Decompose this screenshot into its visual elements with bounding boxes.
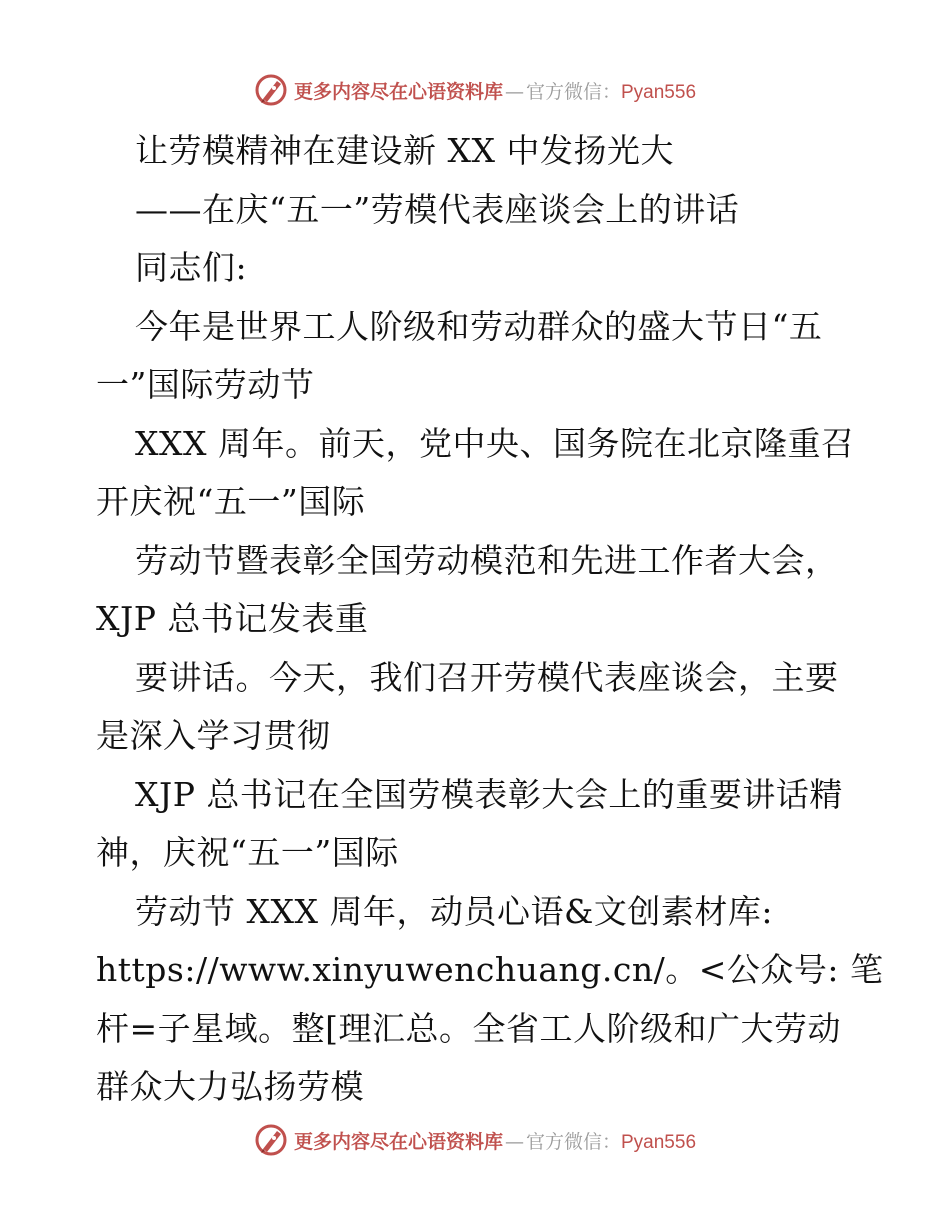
paragraph-line: XJP 总书记在全国劳模表彰大会上的重要讲话精 [135, 774, 843, 814]
banner-brand-text: 更多内容尽在心语资料库 [293, 1130, 503, 1153]
document-body [96, 122, 884, 1117]
paragraph-line: XXX 周年。前天，党中央、国务院在北京隆重召 [135, 423, 855, 463]
pen-logo-icon [254, 73, 288, 107]
paragraph-line: 劳动节 XXX 周年，动员心语&文创素材库: [135, 891, 773, 931]
paragraph-line: 开庆祝“五一”国际 [96, 482, 366, 521]
banner-brand-text: 更多内容尽在心语资料库 [293, 80, 503, 103]
paragraph-line: 杆=子星域。整[理汇总。全省工人阶级和广大劳动 [96, 1008, 842, 1048]
banner-dash: — [504, 80, 524, 103]
paragraph-line: 是深入学习贯彻 [96, 716, 331, 755]
banner-official-label: 官方微信： [525, 1130, 621, 1153]
paragraph-line-url: https://www.xinyuwenchuang.cn/。<公众号: 笔 [96, 950, 884, 989]
pen-logo-icon [254, 1123, 288, 1157]
paragraph-line: 劳动节暨表彰全国劳动模范和先进工作者大会， [135, 540, 839, 580]
paragraph-line: 要讲话。今天，我们召开劳模代表座谈会，主要 [135, 657, 839, 697]
banner-dash: — [504, 1130, 524, 1153]
banner-wechat-id: Pyan556 [621, 1131, 697, 1153]
header-banner [0, 70, 950, 110]
banner-official-label: 官方微信： [525, 80, 621, 103]
document-title: 让劳模精神在建设新 XX 中发扬光大 [135, 131, 674, 170]
banner-wechat-id: Pyan556 [621, 81, 697, 103]
paragraph-line: 一”国际劳动节 [96, 365, 315, 404]
paragraph-line: XJP 总书记发表重 [96, 599, 369, 638]
paragraph-line: 神，庆祝“五一”国际 [96, 833, 399, 872]
paragraph-line: 今年是世界工人阶级和劳动群众的盛大节日“五 [135, 306, 823, 346]
paragraph-line: 群众大力弘扬劳模 [96, 1067, 364, 1106]
salutation: 同志们: [135, 248, 248, 287]
document-subtitle: ——在庆“五一”劳模代表座谈会上的讲话 [135, 189, 740, 229]
footer-banner [0, 1120, 950, 1160]
